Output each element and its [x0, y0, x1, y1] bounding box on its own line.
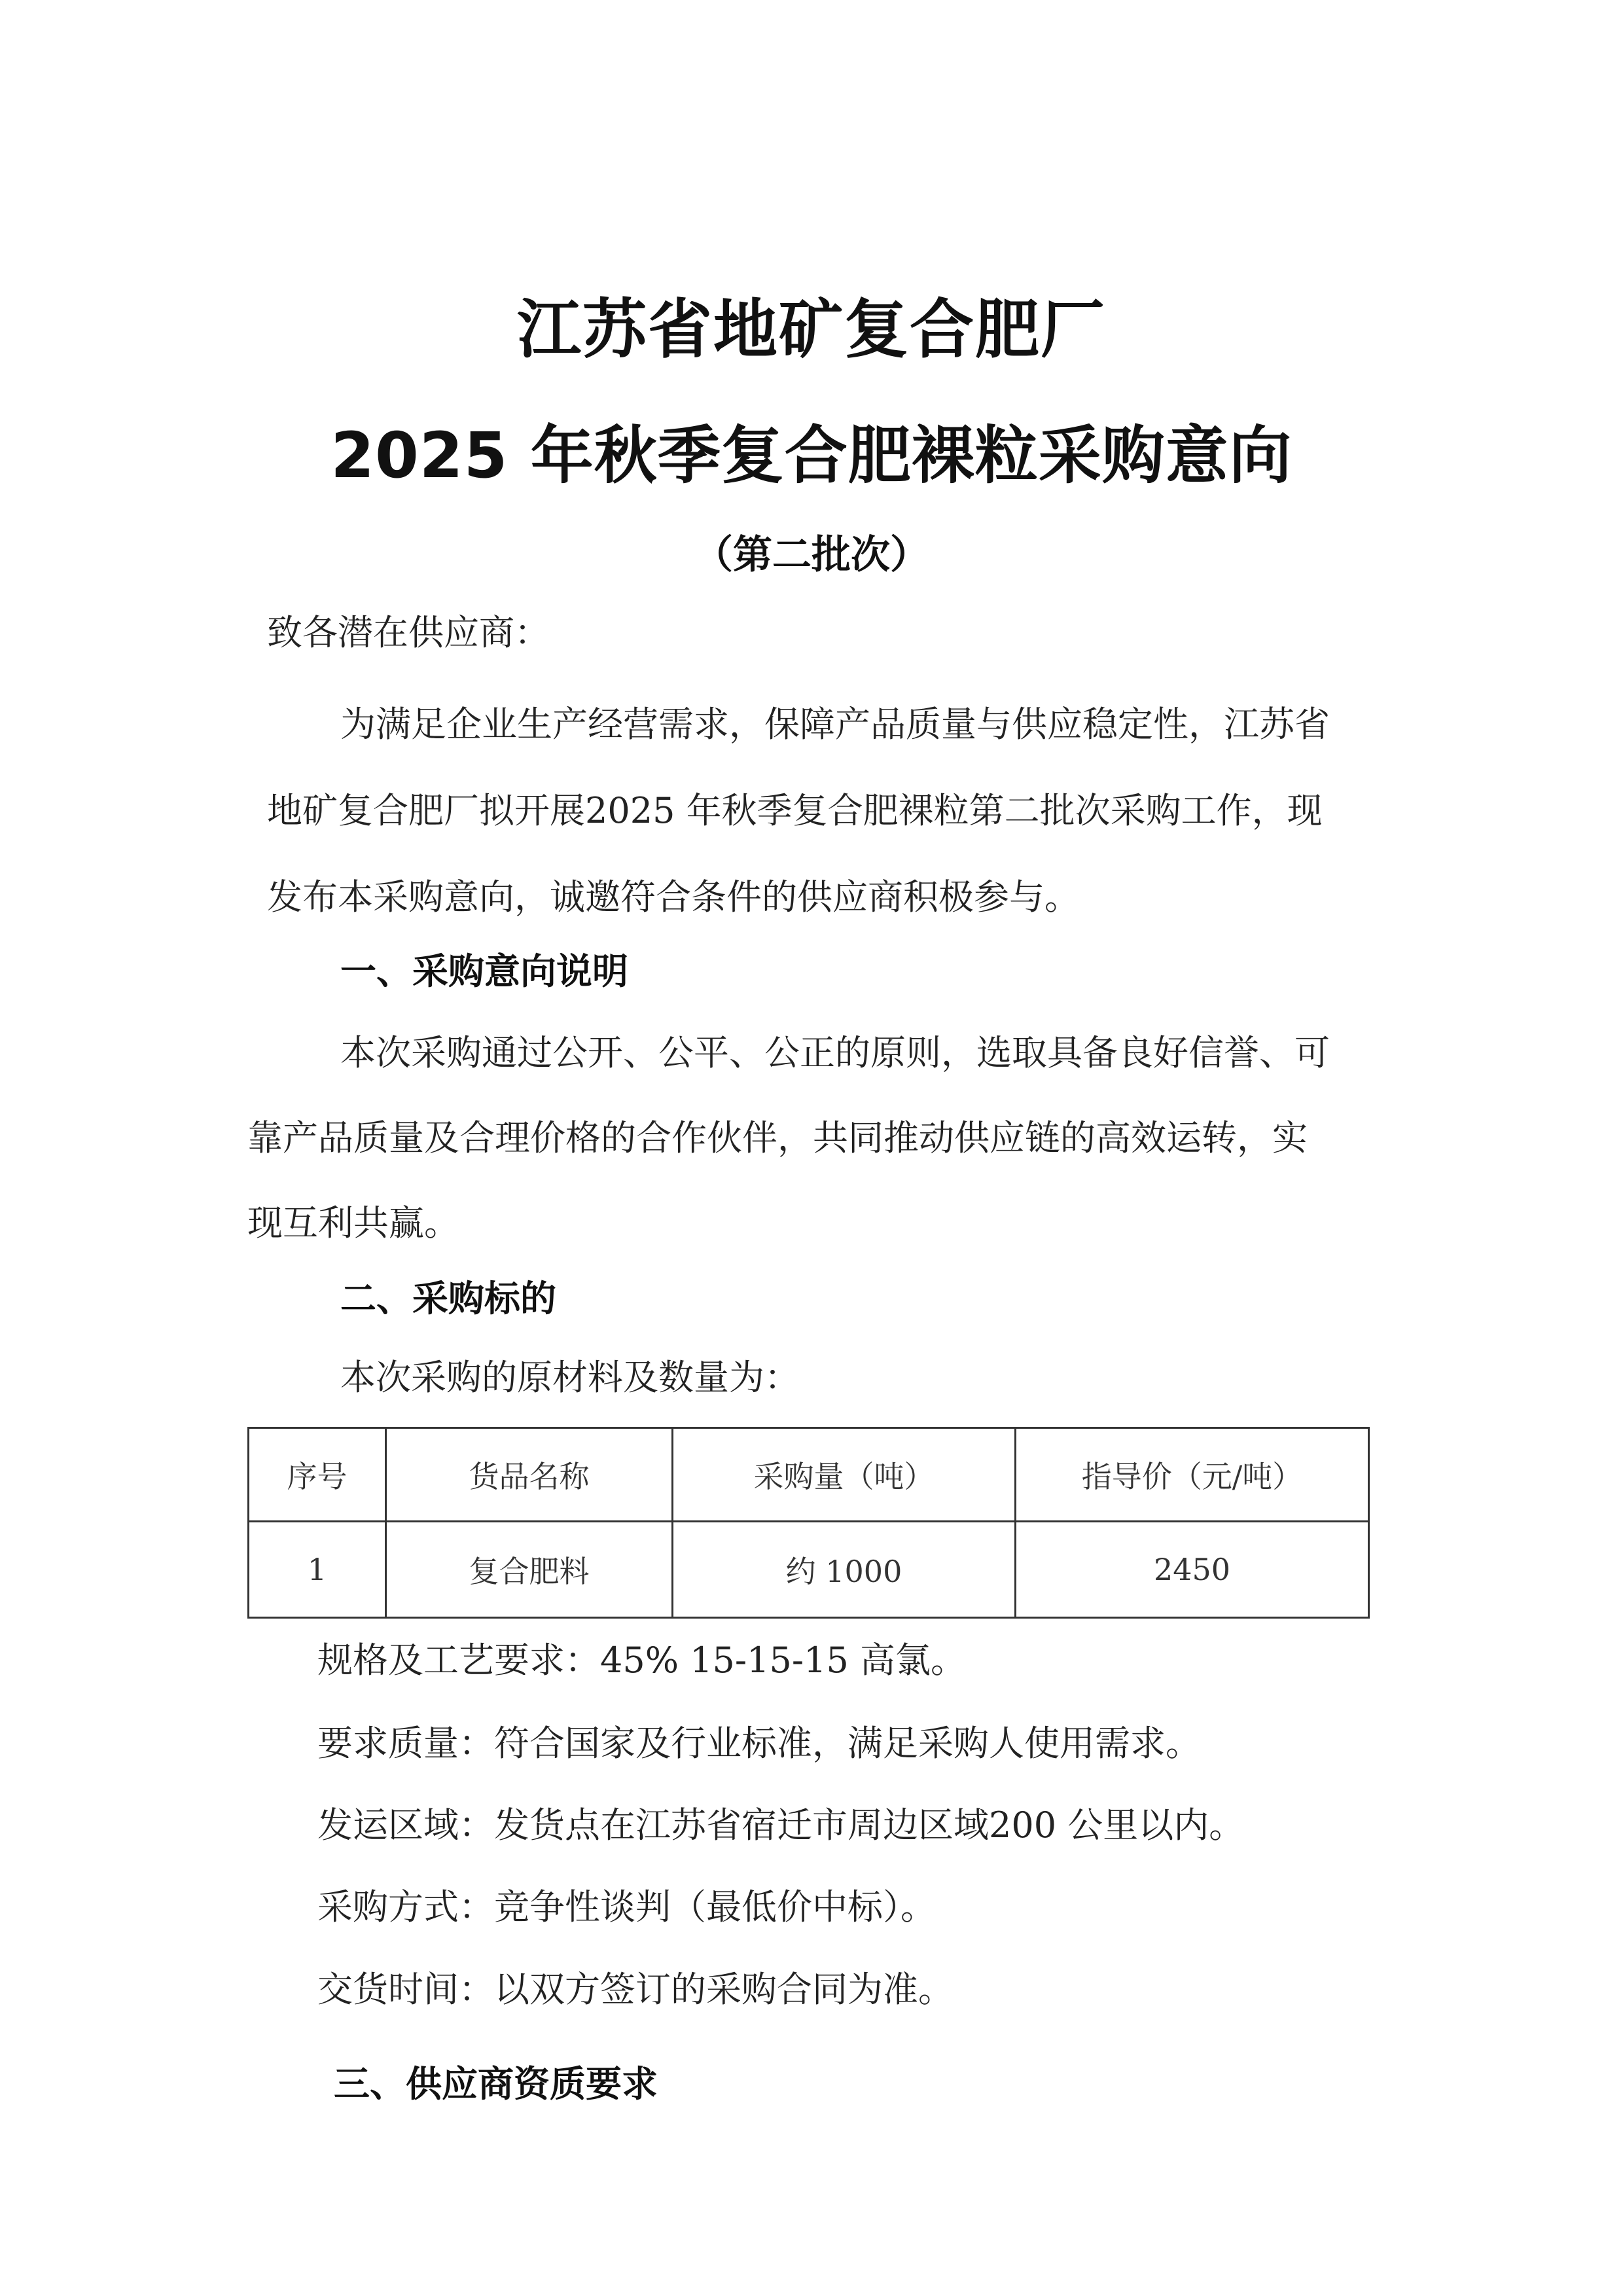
table-cell: 1	[249, 1522, 386, 1618]
section1-line: 靠产品质量及合理价格的合作伙伴，共同推动供应链的高效运转，实	[247, 1117, 1308, 1158]
table-header-cell: 指导价（元/吨）	[1016, 1428, 1369, 1522]
intro-line: 发布本采购意向，诚邀符合条件的供应商积极参与。	[267, 876, 1080, 918]
requirement-line: 规格及工艺要求：45% 15-15-15 高氯。	[317, 1640, 966, 1681]
table-header-cell: 货品名称	[386, 1428, 673, 1522]
salutation: 致各潜在供应商：	[267, 612, 550, 653]
section1-line: 现互利共赢。	[247, 1202, 459, 1244]
batch-label: （第二批次）	[694, 532, 929, 578]
document-subtitle: 2025 年秋季复合肥裸粒采购意向	[330, 419, 1293, 492]
section2-intro: 本次采购的原材料及数量为：	[340, 1357, 800, 1398]
table-cell: 复合肥料	[386, 1522, 673, 1618]
intro-line: 地矿复合肥厂拟开展2025 年秋季复合肥裸粒第二批次采购工作，现	[267, 790, 1323, 831]
table-header-cell: 采购量（吨）	[673, 1428, 1016, 1522]
section3-heading: 三、供应商资质要求	[334, 2063, 658, 2105]
table-row	[249, 1522, 1369, 1618]
section1-line: 本次采购通过公开、公平、公正的原则，选取具备良好信誉、可	[340, 1032, 1330, 1073]
intro-line: 为满足企业生产经营需求，保障产品质量与供应稳定性，江苏省	[340, 704, 1330, 745]
section2-heading: 二、采购标的	[340, 1278, 557, 1319]
table-cell: 约 1000	[673, 1522, 1016, 1618]
requirement-line: 要求质量：符合国家及行业标准，满足采购人使用需求。	[317, 1723, 1201, 1764]
requirement-line: 交货时间：以双方签订的采购合同为准。	[317, 1969, 954, 2010]
table-cell: 2450	[1016, 1522, 1369, 1618]
document-title: 江苏省地矿复合肥厂	[516, 293, 1106, 367]
requirement-line: 采购方式：竞争性谈判（最低价中标）。	[317, 1886, 936, 1928]
requirement-line: 发运区域：发货点在江苏省宿迁市周边区域200 公里以内。	[317, 1804, 1245, 1846]
section1-heading: 一、采购意向说明	[340, 950, 629, 992]
table-header-cell: 序号	[249, 1428, 386, 1522]
table-header-row	[249, 1428, 1369, 1522]
procurement-table	[247, 1427, 1370, 1619]
